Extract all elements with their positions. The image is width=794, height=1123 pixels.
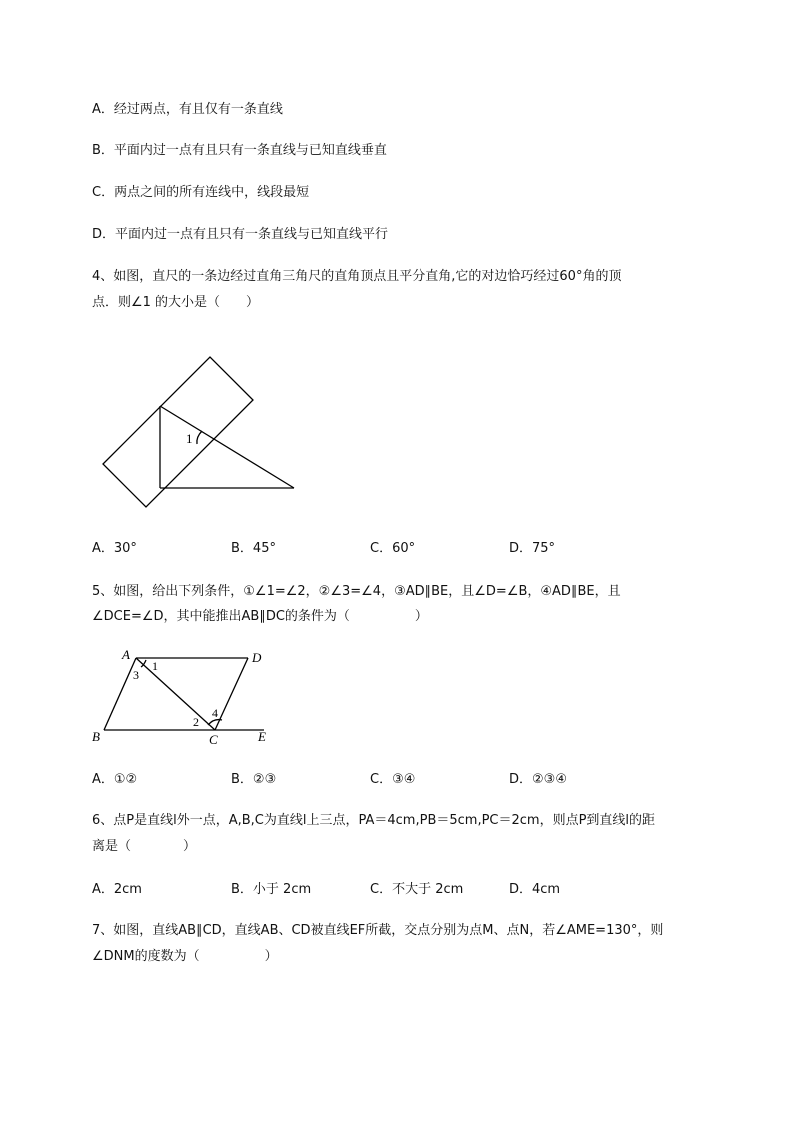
q6-stem-line2: 离是（ ） [92, 839, 197, 854]
angle-label-1: 1 [152, 659, 158, 673]
q5-option-c: C．③④ [370, 772, 416, 787]
triangle-hypotenuse [160, 406, 294, 488]
angle-label-4: 4 [212, 706, 218, 720]
q3-option-d: D．平面内过一点有且只有一条直线与已知直线平行 [92, 227, 389, 242]
angle-label-2: 2 [193, 715, 199, 729]
q5-option-a: A．①② [92, 772, 138, 787]
q5-figure [88, 644, 278, 748]
q5-stem-line1: 5、如图，给出下列条件，①∠1=∠2，②∠3=∠4，③AD∥BE，且∠D=∠B，④AD∥BE，且 [92, 584, 621, 599]
point-label-c: C [209, 732, 218, 747]
point-label-d: D [252, 650, 262, 665]
q5-option-b: B．②③ [231, 772, 277, 787]
q5-stem-line2: ∠DCE=∠D，其中能推出AB∥DC的条件为（ ） [92, 609, 428, 624]
q5-option-d: D．②③④ [509, 772, 567, 787]
segment-ab [104, 658, 136, 730]
point-label-a: A [122, 647, 130, 662]
q3-option-a: A．经过两点，有且仅有一条直线 [92, 102, 283, 117]
angle-1-label: 1 [186, 431, 193, 446]
q3-option-b: B．平面内过一点有且只有一条直线与已知直线垂直 [92, 143, 387, 158]
q3-option-c: C．两点之间的所有连线中，线段最短 [92, 185, 310, 200]
segment-ac [136, 658, 215, 730]
point-label-b: B [92, 729, 100, 744]
q4-stem-line2: 点．则∠1 的大小是（ ） [92, 295, 260, 310]
point-label-e: E [258, 729, 266, 744]
q6-stem-line1: 6、点P是直线l外一点，A,B,C为直线l上三点，PA＝4cm,PB＝5cm,PC＝2cm，则点P到直线l的距 [92, 813, 656, 828]
angle-1-arc [197, 431, 202, 444]
q4-stem-line1: 4、如图，直尺的一条边经过直角三角尺的直角顶点且平分直角,它的对边恰巧经过60°角的顶 [92, 269, 622, 284]
ruler-shape [103, 357, 253, 507]
q4-option-b: B．45° [231, 541, 276, 556]
q6-option-c: C．不大于 2cm [370, 882, 464, 897]
q7-stem-line2: ∠DNM的度数为（ ） [92, 949, 278, 964]
q4-option-d: D．75° [509, 541, 556, 556]
q4-figure [95, 350, 305, 515]
q4-option-c: C．60° [370, 541, 416, 556]
q6-option-b: B．小于 2cm [231, 882, 312, 897]
q7-stem-line1: 7、如图，直线AB∥CD，直线AB、CD被直线EF所截，交点分别为点M、点N，若∠AME=130°，则 [92, 923, 664, 938]
q6-option-d: D．4cm [509, 882, 561, 897]
q6-option-a: A．2cm [92, 882, 142, 897]
q4-option-a: A．30° [92, 541, 137, 556]
angle-label-3: 3 [133, 668, 139, 682]
